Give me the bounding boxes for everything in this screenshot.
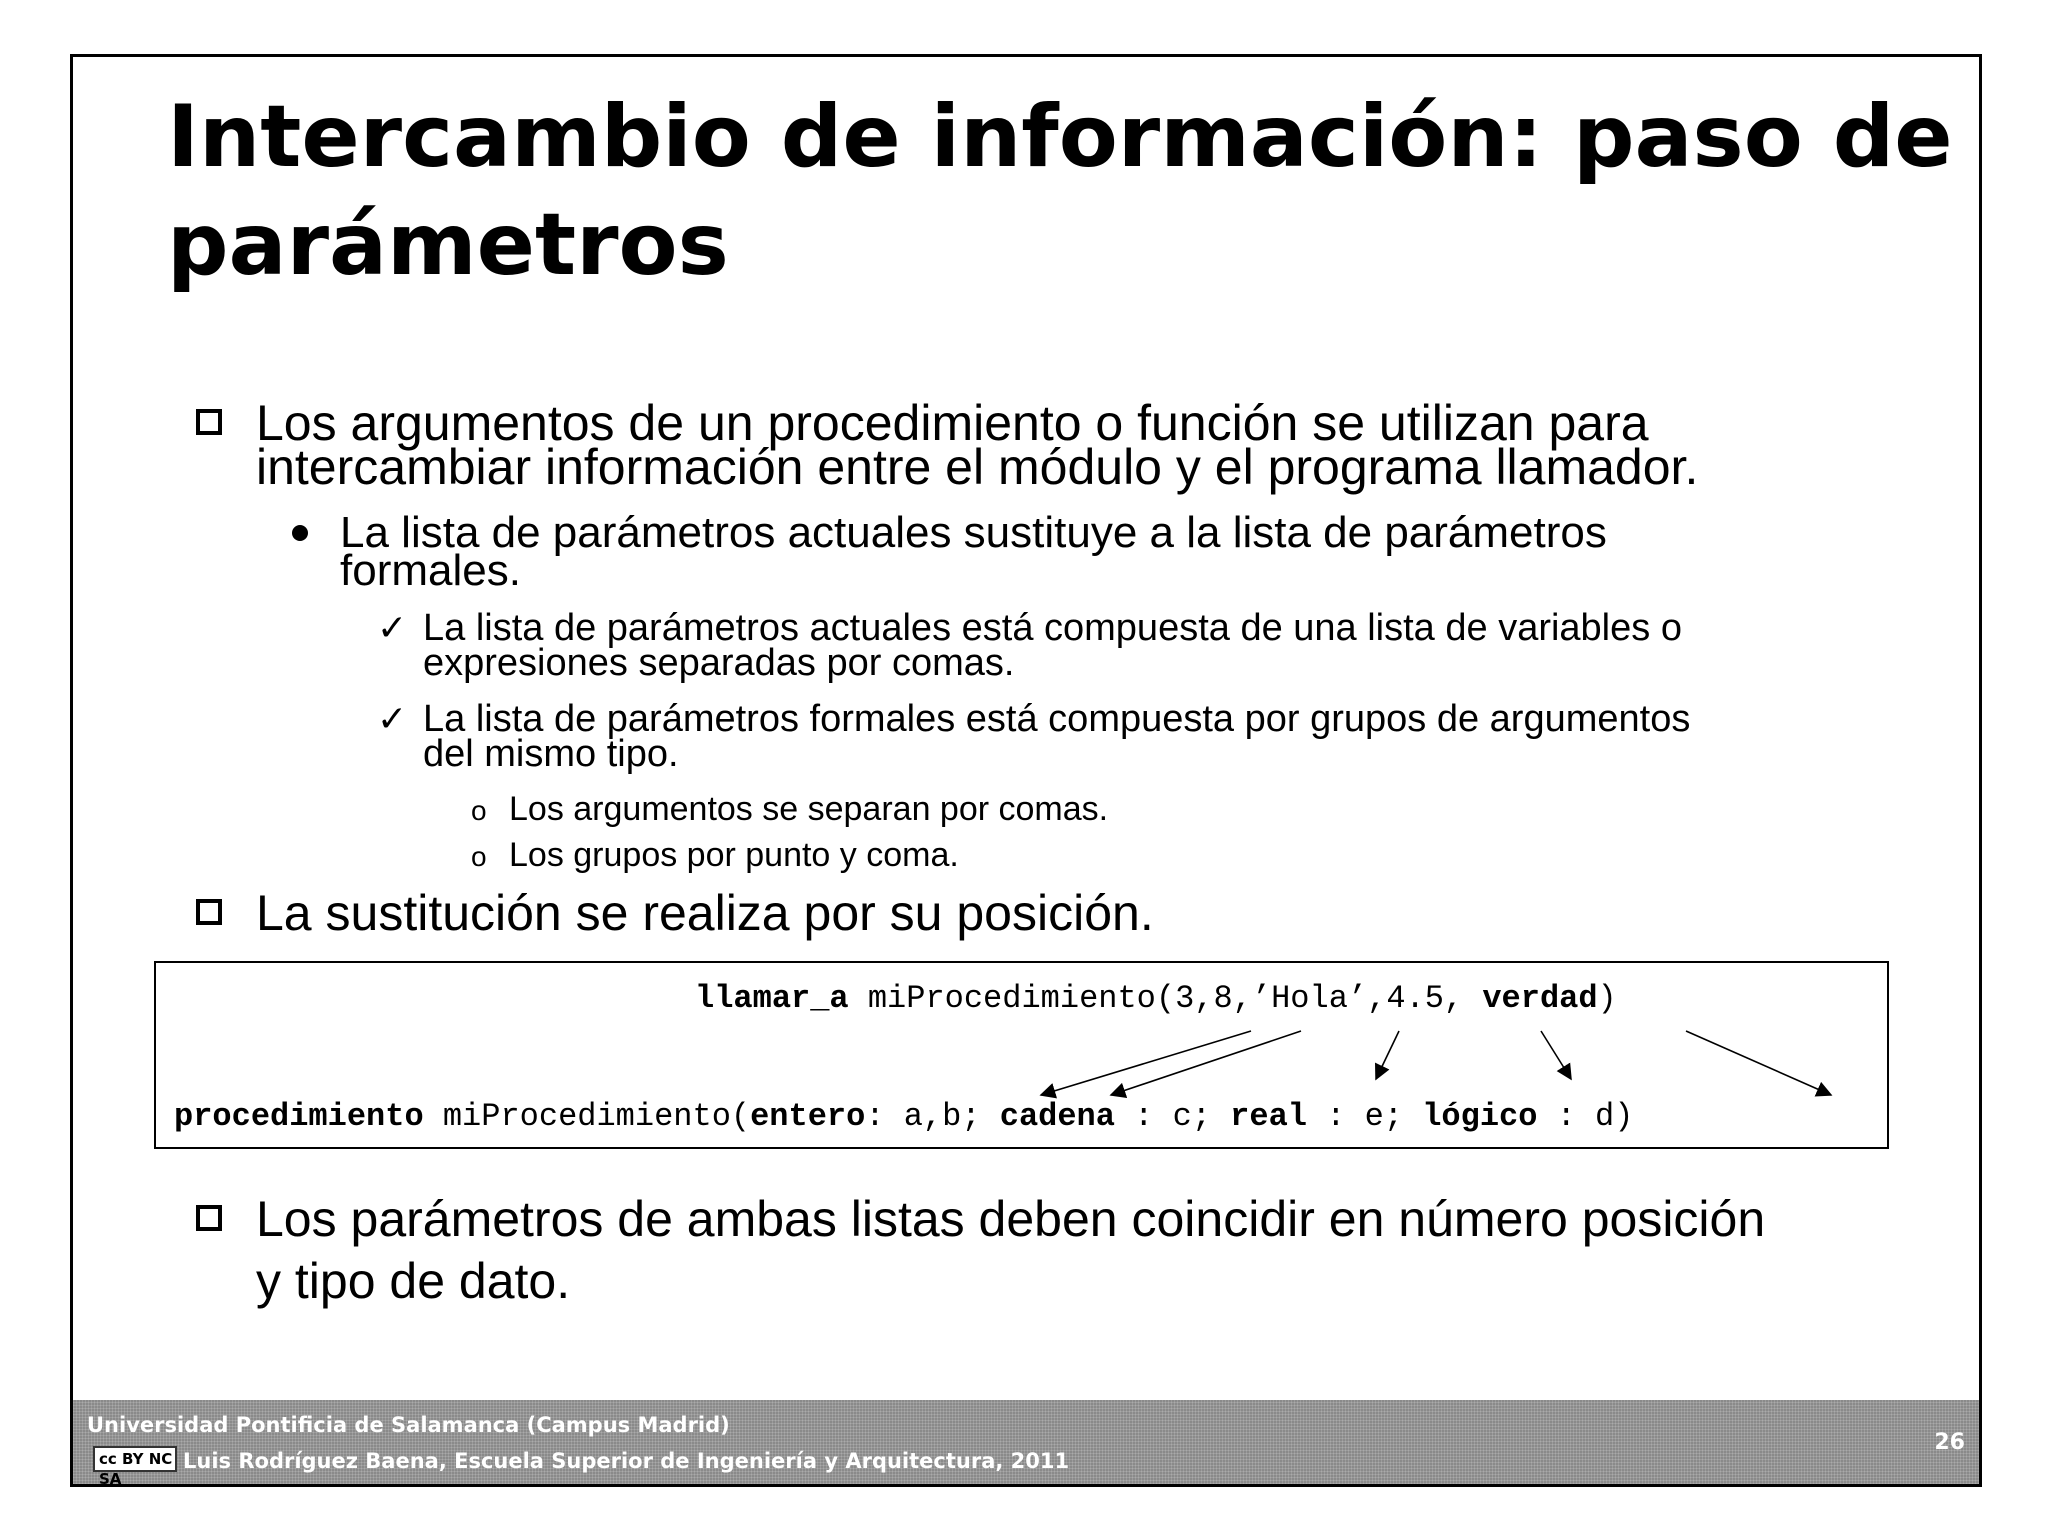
arrow-3-to-a [1041, 1031, 1251, 1095]
code-text: miProcedimiento( [423, 1098, 751, 1135]
bullet-text: y tipo de dato. [256, 1253, 571, 1309]
bullet-text: Los argumentos de un procedimiento o función se utilizan para [256, 395, 1649, 451]
square-bullet-icon [196, 899, 222, 925]
license-badge-text: cc BY NC SA [99, 1450, 173, 1488]
check-text: expresiones separadas por comas. [423, 642, 1015, 684]
code-text: ) [1597, 980, 1617, 1017]
circle-bullet-icon: o [471, 841, 487, 872]
footer-author: Luis Rodríguez Baena, Escuela Superior de Ingeniería y Arquitectura, 2011 [183, 1449, 1070, 1473]
circle-text: Los grupos por punto y coma. [509, 836, 959, 874]
slide-title: Intercambio de información: paso de parámetros [167, 87, 1953, 295]
bullet-text: intercambiar información entre el módulo y el programa llamador. [256, 439, 1699, 495]
check-text: La lista de parámetros actuales está compuesta de una lista de variables o [423, 607, 1682, 649]
sub-bullet-text: La lista de parámetros actuales sustituye a la lista de parámetros [340, 508, 1607, 557]
arrow-8-to-b [1111, 1031, 1301, 1095]
parameter-mapping-arrows [156, 963, 1891, 1151]
arrow-45-to-e [1541, 1031, 1571, 1079]
check-icon: ✓ [377, 699, 408, 740]
check-text: La lista de parámetros formales está compuesta por grupos de argumentos [423, 698, 1691, 740]
page-number: 26 [1934, 1430, 1965, 1455]
code-text: : c; [1114, 1098, 1231, 1135]
circle-bullet-icon: o [471, 795, 487, 826]
code-box [154, 961, 1889, 1149]
arrow-verdad-to-d [1686, 1031, 1831, 1095]
arrow-hola-to-c [1376, 1031, 1399, 1079]
sub-bullet-text: formales. [340, 546, 521, 595]
code-type: entero [750, 1098, 866, 1135]
check-text: del mismo tipo. [423, 733, 679, 775]
square-bullet-icon [196, 1205, 222, 1231]
creative-commons-icon [93, 1446, 177, 1488]
code-text: : e; [1306, 1098, 1423, 1135]
code-type: cadena [999, 1098, 1115, 1135]
check-icon: ✓ [377, 608, 408, 649]
code-text: : a,b; [865, 1098, 1000, 1135]
code-keyword: llamar_a [695, 980, 849, 1017]
bullet-text: Los parámetros de ambas listas deben coincidir en número posición [256, 1191, 1766, 1247]
slide [70, 54, 1982, 1487]
code-text: : d) [1537, 1098, 1634, 1135]
code-keyword: verdad [1482, 980, 1598, 1017]
footer-bar [73, 1400, 1979, 1488]
code-type: lógico [1422, 1098, 1538, 1135]
code-text: miProcedimiento(3,8,’Hola’,4.5, [848, 980, 1483, 1017]
code-type: real [1230, 1098, 1307, 1135]
footer-institution: Universidad Pontificia de Salamanca (Campus Madrid) [87, 1413, 730, 1437]
round-bullet-icon [292, 525, 308, 541]
bullet-text: La sustitución se realiza por su posición. [256, 885, 1154, 941]
code-keyword: procedimiento [174, 1098, 424, 1135]
square-bullet-icon [196, 409, 222, 435]
circle-text: Los argumentos se separan por comas. [509, 790, 1109, 828]
